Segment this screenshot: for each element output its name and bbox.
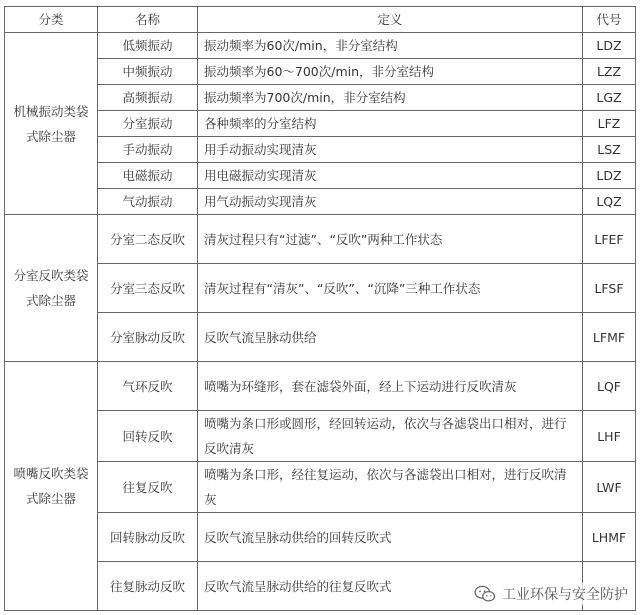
definition-cell: 清灰过程只有“过滤”、“反吹”两种工作状态 — [198, 215, 583, 264]
name-cell: 回转脉动反吹 — [98, 513, 198, 562]
table-row — [5, 411, 636, 462]
code-cell: LQZ — [583, 189, 636, 215]
table-row — [5, 362, 636, 411]
definition-cell: 用气动振动实现清灰 — [198, 189, 583, 215]
table-row — [5, 313, 636, 362]
code-cell: LFMF — [583, 313, 636, 362]
code-cell: LFEF — [583, 215, 636, 264]
header-name: 名称 — [98, 7, 198, 33]
header-category: 分类 — [5, 7, 98, 33]
definition-cell: 喷嘴为条口形或圆形，经回转运动，依次与各滤袋出口相对，进行反吹清灰 — [198, 411, 583, 462]
definition-cell: 各种频率的分室结构 — [198, 111, 583, 137]
table-row — [5, 215, 636, 264]
name-cell: 分室三态反吹 — [98, 264, 198, 313]
definition-cell: 振动频率为60～700次/min，非分室结构 — [198, 59, 583, 85]
code-cell: LGZ — [583, 85, 636, 111]
name-cell: 回转反吹 — [98, 411, 198, 462]
definition-cell: 振动频率为60次/min，非分室结构 — [198, 33, 583, 59]
code-cell: LSZ — [583, 137, 636, 163]
dust-collector-classification-table — [4, 6, 636, 611]
table-row — [5, 189, 636, 215]
definition-cell: 用电磁振动实现清灰 — [198, 163, 583, 189]
name-cell: 手动振动 — [98, 137, 198, 163]
code-cell: LHMF — [583, 513, 636, 562]
name-cell: 低频振动 — [98, 33, 198, 59]
name-cell: 往复脉动反吹 — [98, 562, 198, 611]
definition-cell: 用手动振动实现清灰 — [198, 137, 583, 163]
table-row — [5, 111, 636, 137]
header-definition: 定义 — [198, 7, 583, 33]
wechat-icon — [474, 585, 496, 603]
table-row — [5, 264, 636, 313]
watermark — [470, 583, 632, 605]
code-cell: LZZ — [583, 59, 636, 85]
table-row — [5, 33, 636, 59]
table-row — [5, 85, 636, 111]
category-cell: 喷嘴反吹类袋式除尘器 — [5, 362, 98, 611]
table-row — [5, 59, 636, 85]
definition-cell: 反吹气流呈脉动供给的往复反吹式 — [198, 562, 583, 611]
table-row — [5, 163, 636, 189]
code-cell: LDZ — [583, 33, 636, 59]
category-cell: 机械振动类袋式除尘器 — [5, 33, 98, 215]
code-cell: LQF — [583, 362, 636, 411]
name-cell: 电磁振动 — [98, 163, 198, 189]
name-cell: 分室脉动反吹 — [98, 313, 198, 362]
name-cell: 气动振动 — [98, 189, 198, 215]
header-code: 代号 — [583, 7, 636, 33]
definition-cell: 喷嘴为环缝形，套在滤袋外面，经上下运动进行反吹清灰 — [198, 362, 583, 411]
code-cell: LFSF — [583, 264, 636, 313]
category-cell: 分室反吹类袋式除尘器 — [5, 215, 98, 362]
code-cell: LWF — [583, 462, 636, 513]
name-cell: 分室振动 — [98, 111, 198, 137]
name-cell: 气环反吹 — [98, 362, 198, 411]
definition-cell: 喷嘴为条口形，经往复运动，依次与各滤袋出口相对，进行反吹清灰 — [198, 462, 583, 513]
code-cell: LDZ — [583, 163, 636, 189]
definition-cell: 反吹气流呈脉动供给 — [198, 313, 583, 362]
name-cell: 高频振动 — [98, 85, 198, 111]
name-cell: 中频振动 — [98, 59, 198, 85]
name-cell: 分室二态反吹 — [98, 215, 198, 264]
watermark-text: 工业环保与安全防护 — [502, 587, 628, 603]
code-cell: LHF — [583, 411, 636, 462]
table-row — [5, 462, 636, 513]
table-row — [5, 513, 636, 562]
code-cell: LFZ — [583, 111, 636, 137]
table-row — [5, 137, 636, 163]
definition-cell: 反吹气流呈脉动供给的回转反吹式 — [198, 513, 583, 562]
name-cell: 往复反吹 — [98, 462, 198, 513]
definition-cell: 振动频率为700次/min，非分室结构 — [198, 85, 583, 111]
definition-cell: 清灰过程有“清灰”、“反吹”、“沉降”三种工作状态 — [198, 264, 583, 313]
